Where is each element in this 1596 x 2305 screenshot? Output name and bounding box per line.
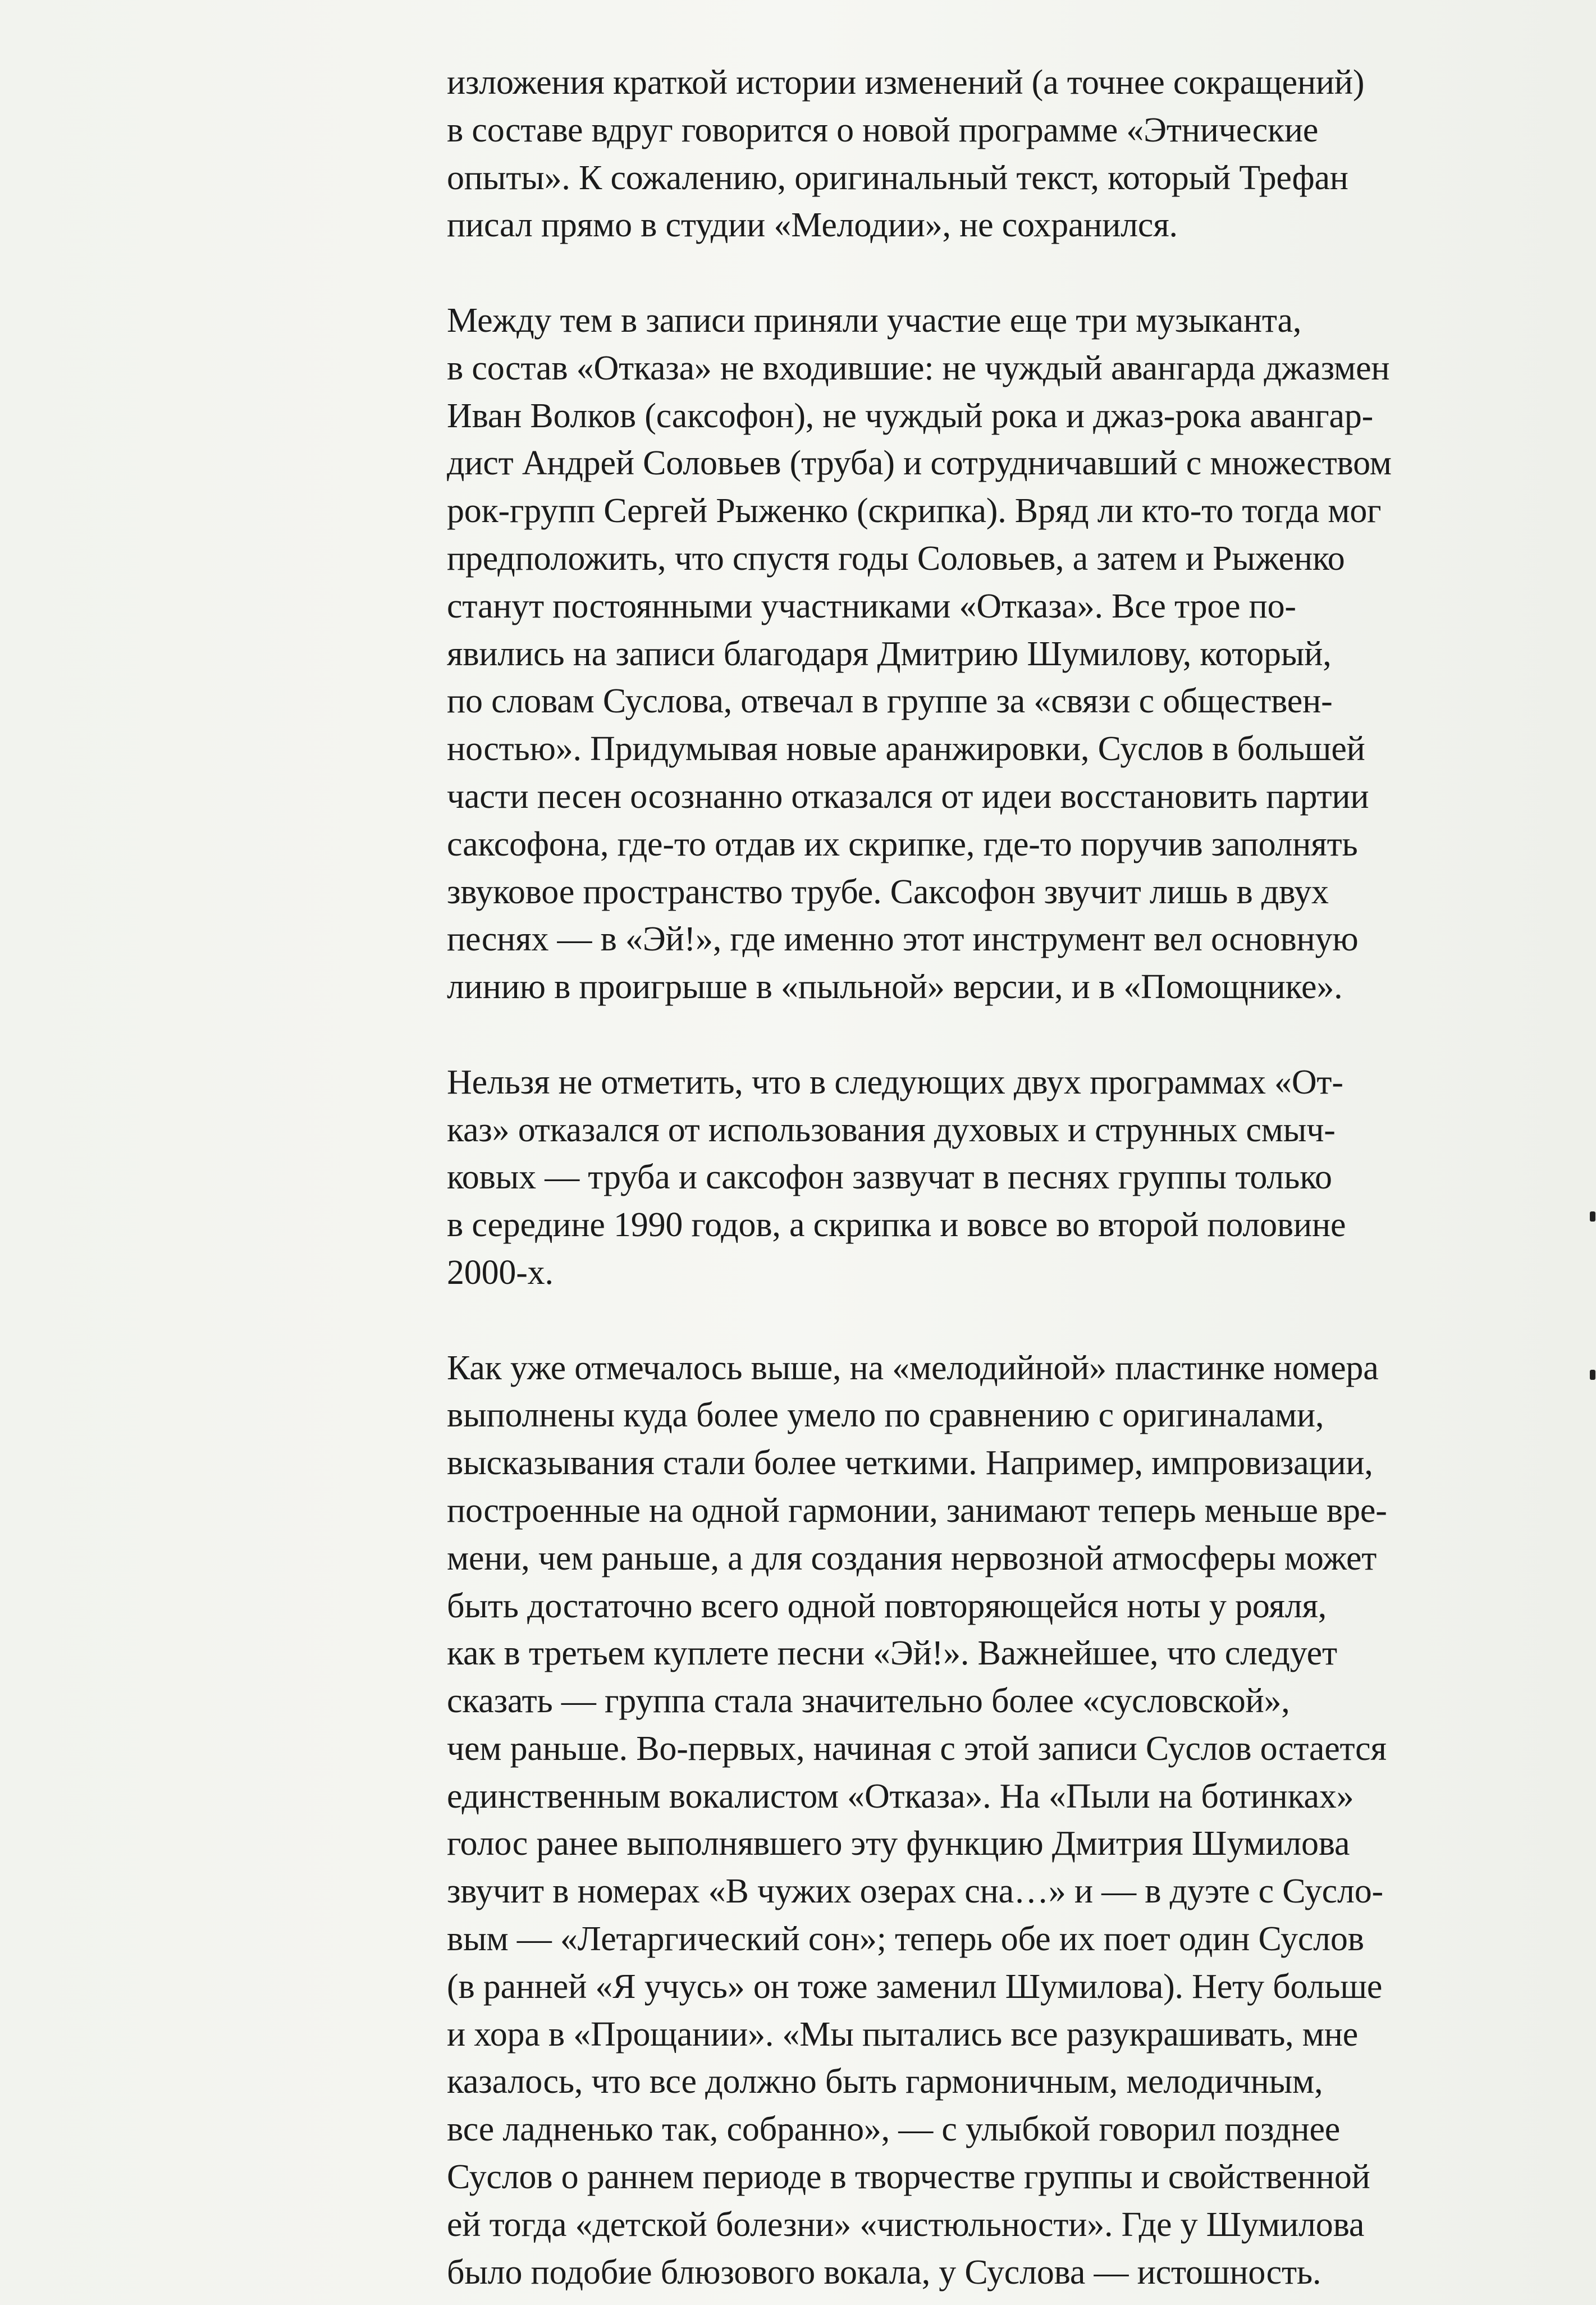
scan-edge-mark <box>1590 1370 1595 1380</box>
text-line: ей тогда «детской болезни» «чистюльности». Где у Шумилова <box>447 2205 1365 2244</box>
text-line: изложения краткой истории изменений (а точнее сокращений) <box>447 63 1365 102</box>
text-line: 2000-х. <box>447 1253 554 1292</box>
text-line: песнях — в «Эй!», где именно этот инструмент вел основную <box>447 920 1359 959</box>
text-line: в состав «Отказа» не входившие: не чуждый авангарда джазмен <box>447 349 1390 387</box>
paragraph <box>447 1344 1547 2297</box>
text-line: сказать — группа стала значительно более «сусловской», <box>447 1682 1290 1721</box>
text-line: вым — «Летаргический сон»; теперь обе их поет один Суслов <box>447 1920 1364 1959</box>
text-line: казалось, что все должно быть гармоничным, мелодичным, <box>447 2062 1323 2101</box>
paragraph <box>447 1059 1547 1297</box>
text-line: опыты». К сожалению, оригинальный текст, который Трефан <box>447 158 1348 197</box>
text-line: дист Андрей Соловьев (труба) и сотрудничавший с множеством <box>447 444 1392 483</box>
text-line: быть достаточно всего одной повторяющейся ноты у рояля, <box>447 1586 1327 1625</box>
text-line: ностью». Придумывая новые аранжировки, Суслов в большей <box>447 730 1365 769</box>
text-line: линию в проигрыше в «пыльной» версии, и в «Помощнике». <box>447 968 1343 1007</box>
text-line: все ладненько так, собранно», — с улыбкой говорил позднее <box>447 2110 1341 2149</box>
text-line: станут постоянными участниками «Отказа». Все трое по- <box>447 587 1296 625</box>
text-line: мени, чем раньше, а для создания нервозной атмосферы может <box>447 1539 1377 1577</box>
text-line: в составе вдруг говорится о новой программе «Этнические <box>447 111 1319 149</box>
text-line: высказывания стали более четкими. Например, импровизации, <box>447 1444 1373 1483</box>
text-line: чем раньше. Во-первых, начиная с этой записи Суслов остается <box>447 1729 1387 1768</box>
text-line: Суслов о раннем периоде в творчестве группы и свойственной <box>447 2158 1370 2197</box>
scan-edge-mark <box>1590 1211 1595 1222</box>
text-line: Как уже отмечалось выше, на «мелодийной» пластинке номера <box>447 1348 1379 1387</box>
text-line: единственным вокалистом «Отказа». На «Пыли на ботинках» <box>447 1777 1354 1815</box>
text-line: (в ранней «Я учусь» он тоже заменил Шумилова). Нету больше <box>447 1967 1383 2006</box>
text-line: построенные на одной гармонии, занимают теперь меньше вре- <box>447 1491 1387 1530</box>
text-line: выполнены куда более умело по сравнению с оригиналами, <box>447 1396 1324 1435</box>
text-line: Между тем в записи приняли участие еще три музыканта, <box>447 301 1302 340</box>
text-line: Иван Волков (саксофон), не чуждый рока и джаз-рока авангар- <box>447 396 1374 435</box>
text-line: Нельзя не отметить, что в следующих двух программах «От- <box>447 1063 1343 1101</box>
text-line: явились на записи благодаря Дмитрию Шумилову, который, <box>447 634 1332 673</box>
paragraph <box>447 297 1547 1011</box>
text-line: части песен осознанно отказался от идеи восстановить партии <box>447 777 1369 816</box>
text-line: в середине 1990 годов, а скрипка и вовсе во второй половине <box>447 1206 1346 1245</box>
text-line: звучит в номерах «В чужих озерах сна…» и — в дуэте с Сусло- <box>447 1872 1383 1911</box>
text-line: саксофона, где-то отдав их скрипке, где-то поручив заполнять <box>447 825 1358 863</box>
text-line: предположить, что спустя годы Соловьев, а затем и Рыженко <box>447 539 1345 578</box>
text-line: и хора в «Прощании». «Мы пытались все разукрашивать, мне <box>447 2015 1359 2054</box>
text-line: писал прямо в студии «Мелодии», не сохранился. <box>447 206 1178 245</box>
text-line: звуковое пространство трубе. Саксофон звучит лишь в двух <box>447 872 1329 911</box>
paragraph <box>447 59 1547 249</box>
text-line: рок-групп Сергей Рыженко (скрипка). Вряд ли кто-то тогда мог <box>447 492 1382 530</box>
text-line: каз» отказался от использования духовых и струнных смыч- <box>447 1110 1336 1149</box>
text-line: как в третьем куплете песни «Эй!». Важнейшее, что следует <box>447 1634 1337 1673</box>
body-text <box>447 59 1547 2296</box>
text-line: голос ранее выполнявшего эту функцию Дмитрия Шумилова <box>447 1824 1350 1863</box>
text-line: по словам Суслова, отвечал в группе за «связи с обществен- <box>447 682 1333 721</box>
text-line: было подобие блюзового вокала, у Суслова — истошность. <box>447 2253 1321 2292</box>
text-line: ковых — труба и саксофон зазвучат в песнях группы только <box>447 1158 1332 1197</box>
